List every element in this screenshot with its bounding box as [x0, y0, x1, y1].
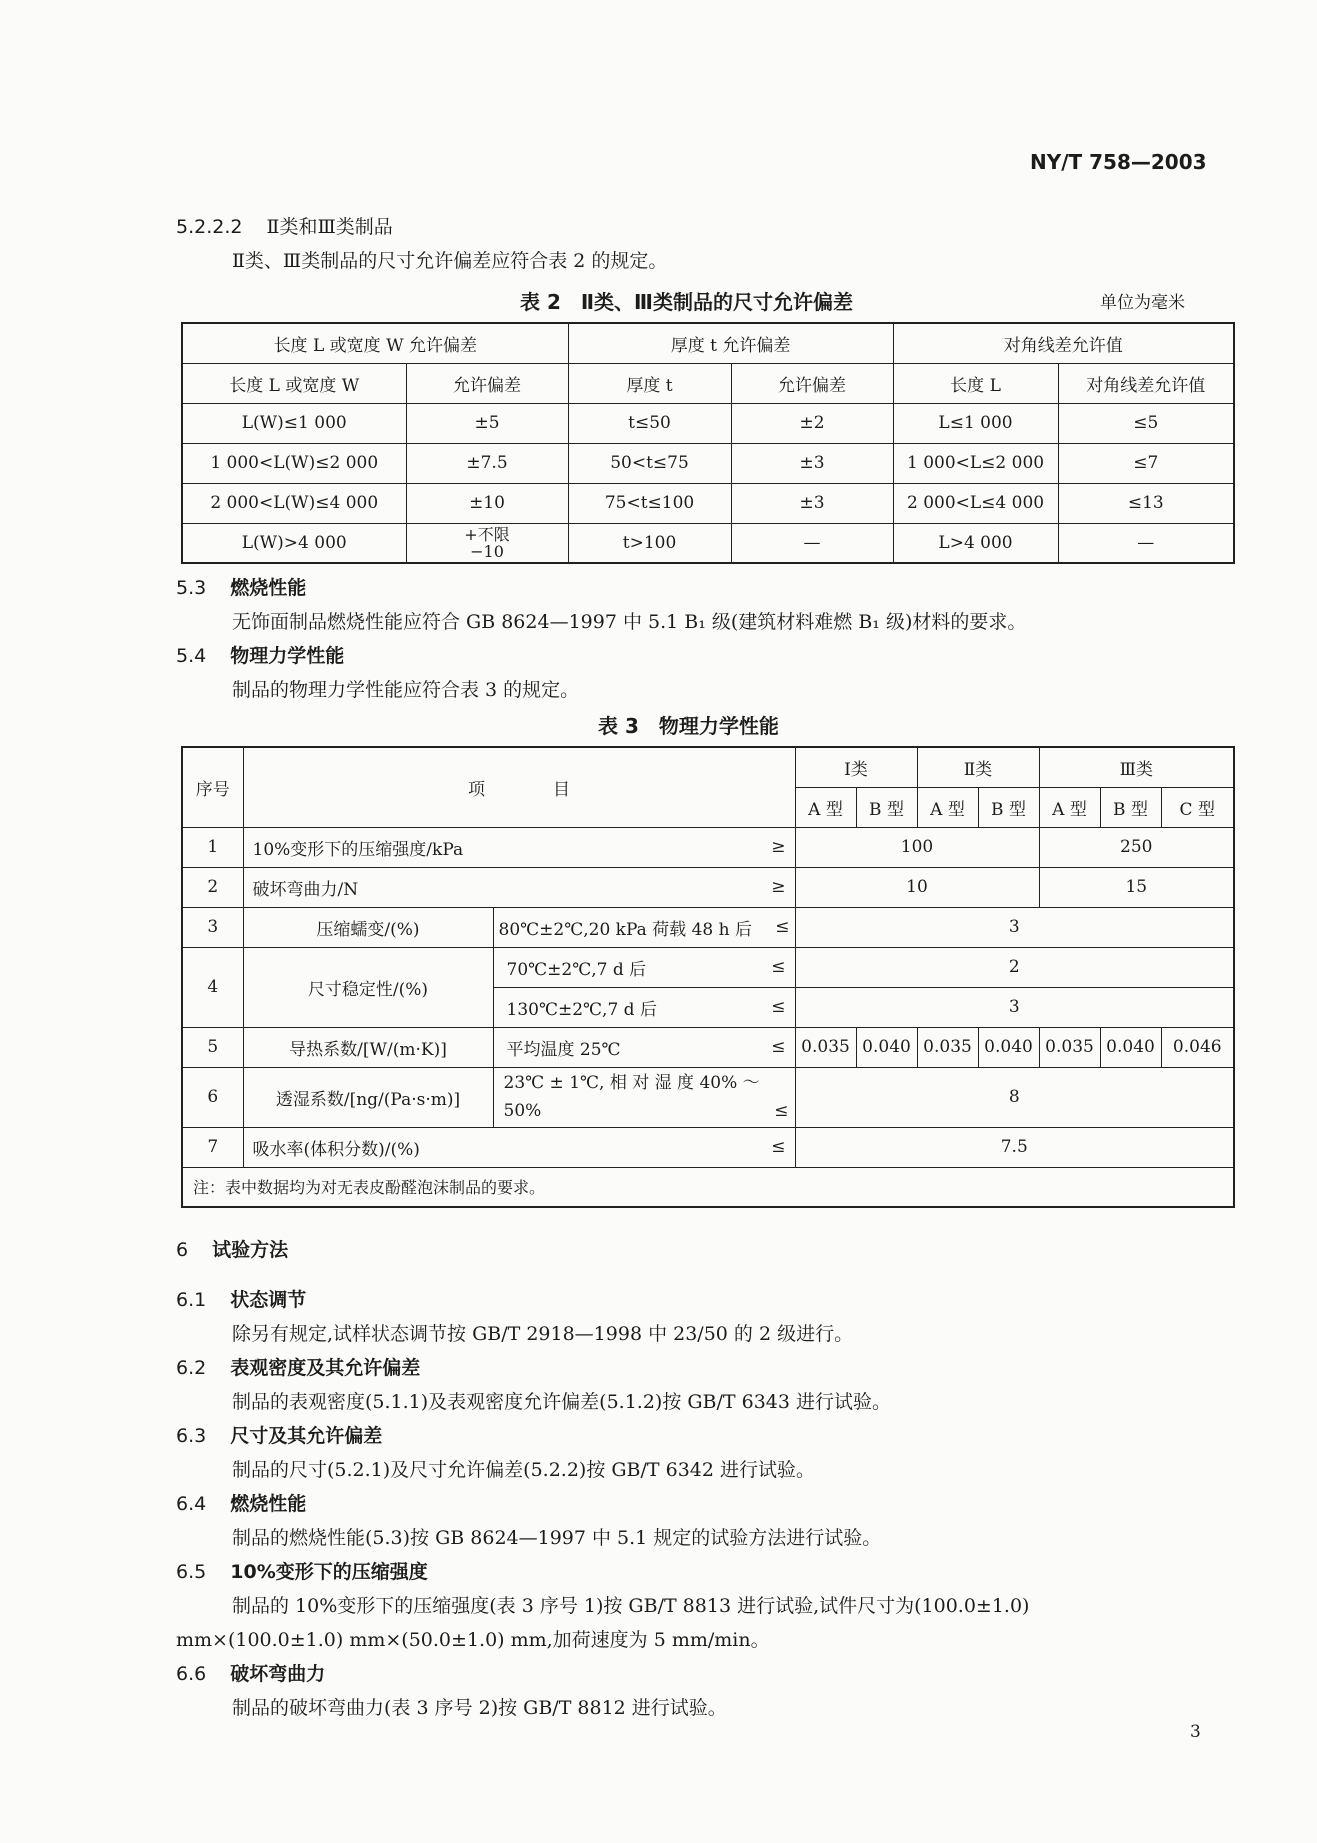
tolerance-lower: −10: [470, 541, 504, 561]
table-cell: L(W)≤1 000: [182, 403, 406, 443]
table-row: [182, 1067, 1234, 1127]
section-6-5-heading: [176, 1555, 428, 1589]
section-6-heading: [176, 1233, 288, 1267]
table-cell: 2 000<L≤4 000: [893, 483, 1058, 523]
section-6-2-heading: [176, 1351, 420, 1385]
table-cell: L≤1 000: [893, 403, 1058, 443]
condition-label: 130℃±2℃,7 d 后: [506, 999, 657, 1020]
section-6-3-heading: [176, 1419, 382, 1453]
section-number: 6.5: [176, 1561, 207, 1583]
table2-unit: 单位为毫米: [1100, 293, 1185, 313]
table3-item-header: 项 目: [243, 747, 795, 827]
table-cell: 3: [795, 987, 1234, 1027]
table-cell: [243, 1127, 795, 1167]
table-cell: 0.035: [795, 1027, 856, 1067]
table-cell: [493, 907, 795, 947]
table-cell: 1 000<L≤2 000: [893, 443, 1058, 483]
section-6-3-para: 制品的尺寸(5.2.1)及尺寸允许偏差(5.2.2)按 GB/T 6342 进行试验。: [232, 1459, 816, 1481]
comparison-symbol: ≤: [774, 1101, 789, 1121]
table-cell: 100: [795, 827, 1039, 867]
table-cell: —: [1058, 523, 1234, 563]
table-cell: 5: [182, 1027, 243, 1067]
section-5-2-2-2-heading: [176, 210, 393, 244]
comparison-symbol: ≤: [771, 1137, 786, 1157]
section-5-4-para: 制品的物理力学性能应符合表 3 的规定。: [232, 679, 580, 701]
table-cell: 0.040: [856, 1027, 917, 1067]
table2-group-header: 对角线差允许值: [893, 323, 1234, 363]
section-title: 燃烧性能: [230, 577, 307, 599]
section-6-6-heading: [176, 1657, 325, 1691]
table-cell: ≤5: [1058, 403, 1234, 443]
table-cell: 0.046: [1161, 1027, 1234, 1067]
table-cell: [493, 947, 795, 987]
table-cell: t≤50: [568, 403, 731, 443]
section-title: 状态调节: [230, 1289, 307, 1311]
section-number: 6: [176, 1239, 189, 1261]
doc-code: NY/T 758—2003: [1030, 150, 1207, 174]
section-5-2-2-2-para: Ⅱ类、Ⅲ类制品的尺寸允许偏差应符合表 2 的规定。: [232, 250, 668, 272]
section-6-1-heading: [176, 1283, 306, 1317]
comparison-symbol: ≤: [775, 917, 790, 937]
table-cell: 0.035: [917, 1027, 978, 1067]
table-cell: 0.040: [978, 1027, 1039, 1067]
table-cell: 50<t≤75: [568, 443, 731, 483]
table-cell: ±3: [731, 443, 893, 483]
section-number: 5.3: [176, 577, 207, 599]
table-cell: [493, 987, 795, 1027]
section-number: 6.1: [176, 1289, 207, 1311]
table3-seq-header: 序号: [182, 747, 243, 827]
table-row: [182, 483, 1234, 523]
table2-sub-header-row: [182, 363, 1234, 403]
table-cell: ±2: [731, 403, 893, 443]
table-cell: 透湿系数/[ng/(Pa·s·m)]: [243, 1067, 493, 1127]
table3-class-header: Ⅱ类: [917, 747, 1039, 787]
table-cell: 4: [182, 947, 243, 1027]
table3-class-header-row: [182, 747, 1234, 787]
section-number: 6.3: [176, 1425, 207, 1447]
table3-note: 注：表中数据均为对无表皮酚醛泡沫制品的要求。: [182, 1167, 1234, 1207]
table-cell: 2 000<L(W)≤4 000: [182, 483, 406, 523]
table-cell: ±3: [731, 483, 893, 523]
section-title: Ⅱ类和Ⅲ类制品: [266, 216, 393, 238]
section-title: 燃烧性能: [230, 1493, 307, 1515]
section-number: 6.6: [176, 1663, 207, 1685]
table-cell: 导热系数/[W/(m·K)]: [243, 1027, 493, 1067]
table-cell: t>100: [568, 523, 731, 563]
table-cell: 250: [1039, 827, 1234, 867]
table-cell: [243, 827, 795, 867]
table3-caption: 表 3 物理力学性能: [598, 714, 779, 738]
table-row: [182, 1027, 1234, 1067]
table3-type-header: A 型: [1039, 787, 1100, 827]
section-number: 6.4: [176, 1493, 207, 1515]
comparison-symbol: ≤: [771, 997, 786, 1017]
table-cell: 15: [1039, 867, 1234, 907]
condition-label: 平均温度 25℃: [506, 1039, 621, 1060]
table-row: [182, 403, 1234, 443]
table-cell: [406, 523, 568, 563]
table-cell: [493, 1067, 795, 1127]
table-cell: 6: [182, 1067, 243, 1127]
section-6-6-para: 制品的破坏弯曲力(表 3 序号 2)按 GB/T 8812 进行试验。: [232, 1697, 727, 1719]
table-cell: —: [731, 523, 893, 563]
table-row: [182, 867, 1234, 907]
table-cell: 8: [795, 1067, 1234, 1127]
section-5-3-para: 无饰面制品燃烧性能应符合 GB 8624—1997 中 5.1 B₁ 级(建筑材料难燃 B₁ 级)材料的要求。: [232, 611, 1027, 633]
section-title: 试验方法: [212, 1239, 289, 1261]
table-row: [182, 907, 1234, 947]
table-row: [182, 947, 1234, 987]
comparison-symbol: ≤: [771, 1037, 786, 1057]
table2: [181, 322, 1235, 564]
table-row: [182, 827, 1234, 867]
section-6-5-para-line1: 制品的 10%变形下的压缩强度(表 3 序号 1)按 GB/T 8813 进行试验,试件尺寸为(100.0±1.0): [232, 1595, 1030, 1617]
table-cell: 压缩蠕变/(%): [243, 907, 493, 947]
table-cell: 3: [795, 907, 1234, 947]
section-title: 10%变形下的压缩强度: [230, 1561, 428, 1583]
table2-group-header: 长度 L 或宽度 W 允许偏差: [182, 323, 568, 363]
table-cell: 10: [795, 867, 1039, 907]
table-cell: L>4 000: [893, 523, 1058, 563]
condition-label: 80℃±2℃,20 kPa 荷载 48 h 后: [498, 919, 752, 940]
table-cell: ≤7: [1058, 443, 1234, 483]
table2-sub-header: 允许偏差: [406, 363, 568, 403]
comparison-symbol: ≤: [771, 957, 786, 977]
item-label: 10%变形下的压缩强度/kPa: [252, 839, 464, 860]
condition-label: 23℃ ± 1℃, 相 对 湿 度 40% ～: [503, 1073, 760, 1093]
page-number: 3: [1190, 1722, 1201, 1742]
section-6-4-para: 制品的燃烧性能(5.3)按 GB 8624—1997 中 5.1 规定的试验方法进行试验。: [232, 1527, 882, 1549]
section-number: 5.2.2.2: [176, 216, 243, 238]
table-note-row: [182, 1167, 1234, 1207]
section-6-5-para-line2: mm×(100.0±1.0) mm×(50.0±1.0) mm,加荷速度为 5 mm/min。: [176, 1629, 770, 1651]
condition-label: 50%: [503, 1101, 542, 1121]
table-cell: 0.035: [1039, 1027, 1100, 1067]
condition-label: 70℃±2℃,7 d 后: [506, 959, 647, 980]
table2-sub-header: 对角线差允许值: [1058, 363, 1234, 403]
table-row: [182, 523, 1234, 563]
item-label: 破坏弯曲力/N: [252, 879, 359, 900]
table-row: [182, 443, 1234, 483]
table3-class-header: Ⅰ类: [795, 747, 917, 787]
table-cell: 尺寸稳定性/(%): [243, 947, 493, 1027]
table-cell: ±5: [406, 403, 568, 443]
item-label: 吸水率(体积分数)/(%): [252, 1139, 420, 1160]
table-cell: [493, 1027, 795, 1067]
section-number: 5.4: [176, 645, 207, 667]
section-6-4-heading: [176, 1487, 306, 1521]
table2-sub-header: 厚度 t: [568, 363, 731, 403]
tolerance-upper: +不限: [464, 524, 510, 544]
table-cell: L(W)>4 000: [182, 523, 406, 563]
section-title: 尺寸及其允许偏差: [230, 1425, 383, 1447]
table-cell: 7: [182, 1127, 243, 1167]
section-6-1-para: 除另有规定,试样状态调节按 GB/T 2918—1998 中 23/50 的 2 级进行。: [232, 1323, 854, 1345]
table-cell: 2: [795, 947, 1234, 987]
table2-caption: 表 2 Ⅱ类、Ⅲ类制品的尺寸允许偏差: [520, 290, 853, 314]
table-cell: ±7.5: [406, 443, 568, 483]
section-5-4-heading: [176, 639, 344, 673]
table-cell: ±10: [406, 483, 568, 523]
table3-type-header: A 型: [917, 787, 978, 827]
table-cell: 2: [182, 867, 243, 907]
table3: [181, 746, 1235, 1208]
comparison-symbol: ≥: [771, 837, 786, 857]
comparison-symbol: ≥: [771, 877, 786, 897]
table2-group-header: 厚度 t 允许偏差: [568, 323, 893, 363]
table3-type-header: C 型: [1161, 787, 1234, 827]
table-cell: 3: [182, 907, 243, 947]
table3-type-header: B 型: [978, 787, 1039, 827]
table3-class-header: Ⅲ类: [1039, 747, 1234, 787]
table-cell: 0.040: [1100, 1027, 1161, 1067]
table-row: [182, 1127, 1234, 1167]
table3-type-header: B 型: [1100, 787, 1161, 827]
table-cell: ≤13: [1058, 483, 1234, 523]
table2-sub-header: 长度 L: [893, 363, 1058, 403]
table-cell: 1 000<L(W)≤2 000: [182, 443, 406, 483]
section-number: 6.2: [176, 1357, 207, 1379]
section-title: 破坏弯曲力: [230, 1663, 326, 1685]
section-5-3-heading: [176, 571, 306, 605]
table-cell: 7.5: [795, 1127, 1234, 1167]
table3-type-header: A 型: [795, 787, 856, 827]
table2-group-header-row: [182, 323, 1234, 363]
table-cell: [243, 867, 795, 907]
table3-type-header: B 型: [856, 787, 917, 827]
section-6-2-para: 制品的表观密度(5.1.1)及表观密度允许偏差(5.1.2)按 GB/T 6343 进行试验。: [232, 1391, 892, 1413]
section-title: 表观密度及其允许偏差: [230, 1357, 421, 1379]
section-title: 物理力学性能: [230, 645, 345, 667]
table2-sub-header: 长度 L 或宽度 W: [182, 363, 406, 403]
table2-sub-header: 允许偏差: [731, 363, 893, 403]
table-cell: 1: [182, 827, 243, 867]
table-cell: 75<t≤100: [568, 483, 731, 523]
